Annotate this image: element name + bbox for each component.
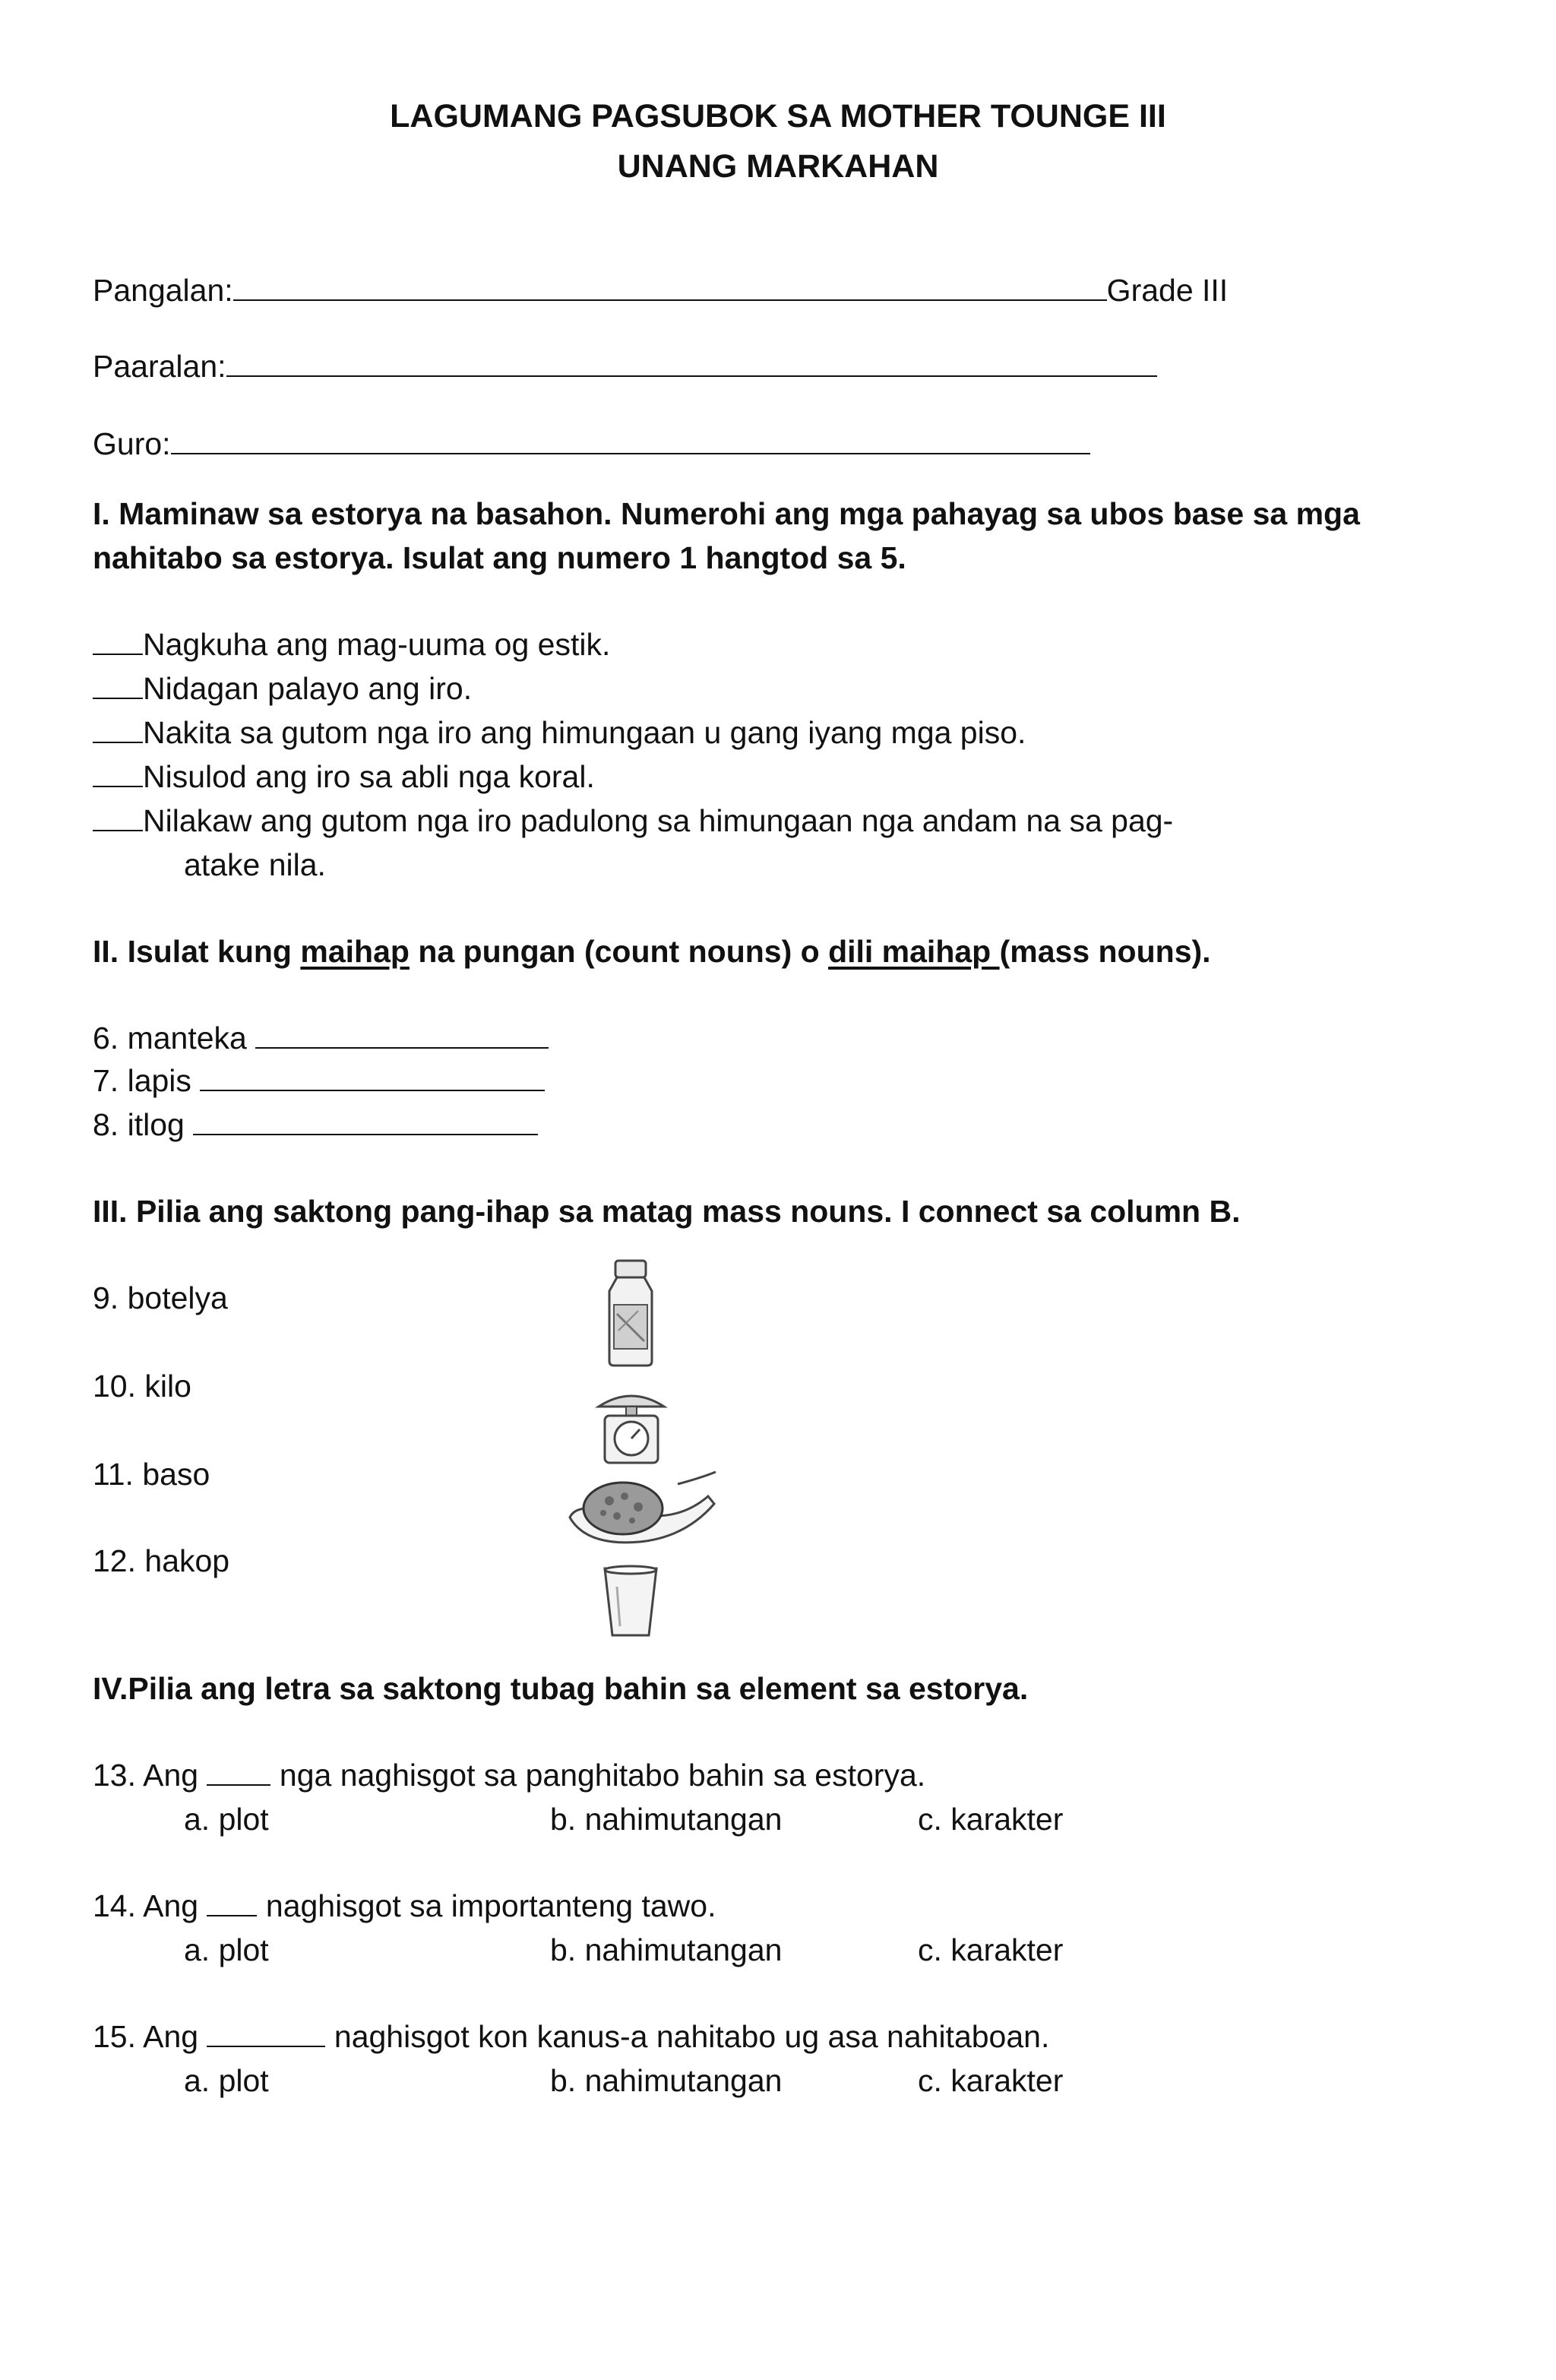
page-subtitle: UNANG MARKAHAN [617,148,939,185]
measure-item: 10. kilo [93,1369,191,1404]
bottle-icon [593,1258,669,1368]
answer-blank[interactable] [207,1758,270,1786]
choice-a[interactable]: a. plot [184,1802,269,1837]
answer-blank[interactable] [93,716,143,743]
question-text: naghisgot kon kanus-a nahitabo ug asa nahitaboan. [334,2019,1050,2054]
question-13 [93,1757,925,1794]
question-15 [93,2018,1049,2056]
measure-item: 11. baso [93,1457,210,1492]
school-field [93,348,1157,385]
school-label: Paaralan: [93,349,226,384]
list-item-text: Nilakaw ang gutom nga iro padulong sa himungaan nga andam na sa pag- [143,803,1174,838]
instr-underlined: dili maihap [828,934,1000,969]
noun-item [93,1062,545,1100]
question-text: naghisgot sa importanteng tawo. [265,1888,716,1923]
list-item [93,670,472,707]
instr-underlined: maihap [300,934,410,969]
instr-text: (mass nouns). [999,934,1211,969]
answer-blank[interactable] [207,2020,325,2047]
choice-c[interactable]: c. karakter [918,2063,1064,2098]
choice-a[interactable]: a. plot [184,1932,269,1967]
teacher-field [93,426,1090,463]
name-field [93,272,1228,309]
choice-a[interactable]: a. plot [184,2063,269,2098]
answer-blank[interactable] [93,760,143,787]
answer-blank[interactable] [200,1064,545,1091]
list-item-text: Nagkuha ang mag-uuma og estik. [143,627,611,662]
question-number: 13. Ang [93,1758,199,1793]
measure-item: 9. botelya [93,1280,228,1315]
choice-b[interactable]: b. nahimutangan [550,2063,783,2098]
name-label: Pangalan: [93,273,233,308]
teacher-label: Guro: [93,426,171,461]
name-blank[interactable] [233,274,1107,301]
answer-blank[interactable] [93,672,143,699]
question-14 [93,1888,716,1925]
list-item-text: Nakita sa gutom nga iro ang himungaan u gang iyang mga piso. [143,715,1026,750]
teacher-blank[interactable] [171,427,1090,454]
instr-text: na pungan (count nouns) o [409,934,829,969]
measure-item: 12. hakop [93,1543,230,1578]
list-item-text: Nidagan palayo ang iro. [143,671,473,706]
section1-instruction-cont: nahitabo sa estorya. Isulat ang numero 1 hangtod sa 5. [93,540,906,575]
answer-blank[interactable] [93,628,143,655]
question-text: nga naghisgot sa panghitabo bahin sa estorya. [279,1758,926,1793]
glass-icon [600,1564,661,1640]
grade-label: Grade III [1106,273,1229,308]
question-number: 14. Ang [93,1888,199,1923]
noun-label: 6. manteka [93,1021,247,1055]
noun-label: 7. lapis [93,1063,191,1098]
section4-instruction: IV.Pilia ang letra sa saktong tubag bahin sa element sa estorya. [93,1671,1029,1706]
section3-instruction: III. Pilia ang saktong pang-ihap sa matag mass nouns. I connect sa column B. [93,1194,1241,1229]
noun-label: 8. itlog [93,1107,185,1142]
noun-item [93,1106,538,1144]
answer-blank[interactable] [93,804,143,831]
scale-icon [590,1387,673,1467]
choice-b[interactable]: b. nahimutangan [550,1802,783,1837]
list-item-continuation: atake nila. [184,847,326,882]
handful-icon [564,1463,723,1554]
list-item [93,758,595,796]
choice-c[interactable]: c. karakter [918,1802,1064,1837]
section2-instruction [93,933,1211,970]
noun-item [93,1020,549,1057]
choice-b[interactable]: b. nahimutangan [550,1932,783,1967]
answer-blank[interactable] [193,1108,538,1135]
list-item [93,714,1026,752]
list-item [93,802,1173,840]
list-item-text: Nisulod ang iro sa abli nga koral. [143,759,595,794]
list-item [93,626,610,663]
instr-text: II. Isulat kung [93,934,301,969]
answer-blank[interactable] [255,1021,549,1049]
school-blank[interactable] [226,350,1157,377]
choice-c[interactable]: c. karakter [918,1932,1064,1967]
page-title: LAGUMANG PAGSUBOK SA MOTHER TOUNGE III [390,98,1166,135]
section1-instruction: I. Maminaw sa estorya na basahon. Numerohi ang mga pahayag sa ubos base sa mga [93,496,1360,531]
answer-blank[interactable] [207,1889,257,1916]
question-number: 15. Ang [93,2019,199,2054]
